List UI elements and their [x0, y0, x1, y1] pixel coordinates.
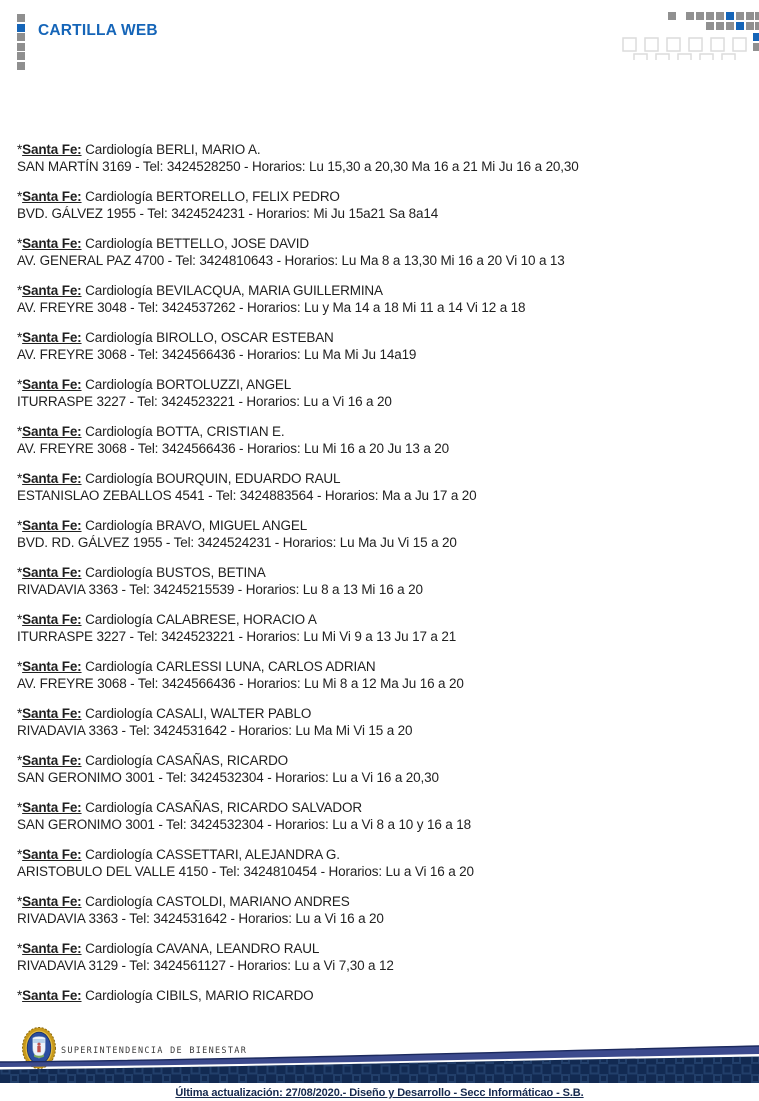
directory-entry: [17, 705, 742, 739]
entry-marker: *: [17, 659, 23, 674]
directory-entry: [17, 893, 742, 927]
entry-marker: *: [17, 283, 23, 298]
entry-specialty: Cardiología: [85, 236, 153, 251]
entry-specialty: Cardiología: [85, 659, 153, 674]
entry-specialty: Cardiología: [85, 330, 153, 345]
entry-doctor-name: CASAÑAS, RICARDO: [156, 753, 289, 768]
entry-marker: *: [17, 142, 23, 157]
page-header: [0, 0, 759, 60]
entry-header-line: [17, 752, 742, 769]
entry-doctor-name: BRAVO, MIGUEL ANGEL: [156, 518, 308, 533]
entry-doctor-name: BERTORELLO, FELIX PEDRO: [156, 189, 340, 204]
directory-entry: [17, 517, 742, 551]
pixel-square: [17, 14, 25, 22]
entry-province: Santa Fe:: [22, 236, 82, 251]
entry-detail: AV. GENERAL PAZ 4700 - Tel: 3424810643 - Horarios: Lu Ma 8 a 13,30 Mi 16 a 20 Vi 10 a 13: [17, 253, 565, 268]
entry-province: Santa Fe:: [22, 612, 82, 627]
entry-header-line: [17, 282, 742, 299]
footer-wave-band: [0, 1045, 759, 1083]
entry-specialty: Cardiología: [85, 565, 153, 580]
entry-marker: *: [17, 753, 23, 768]
entry-province: Santa Fe:: [22, 518, 82, 533]
entry-specialty: Cardiología: [85, 377, 153, 392]
entry-doctor-name: CARLESSI LUNA, CARLOS ADRIAN: [156, 659, 376, 674]
entry-province: Santa Fe:: [22, 753, 82, 768]
entry-province: Santa Fe:: [22, 847, 82, 862]
entry-province: Santa Fe:: [22, 706, 82, 721]
entry-doctor-name: CIBILS, MARIO RICARDO: [156, 988, 314, 1003]
entry-marker: *: [17, 565, 23, 580]
directory-entry: [17, 282, 742, 316]
entry-specialty: Cardiología: [85, 800, 153, 815]
entry-doctor-name: CASALI, WALTER PABLO: [156, 706, 312, 721]
entry-detail: SAN GERONIMO 3001 - Tel: 3424532304 - Horarios: Lu a Vi 16 a 20,30: [17, 770, 439, 785]
entry-header-line: [17, 846, 742, 863]
entry-header-line: [17, 940, 742, 957]
pixel-strip-logo-icon: [17, 14, 25, 70]
directory-entry: [17, 846, 742, 880]
directory-entry: [17, 235, 742, 269]
entry-province: Santa Fe:: [22, 894, 82, 909]
entry-specialty: Cardiología: [85, 894, 153, 909]
entry-doctor-name: CALABRESE, HORACIO A: [156, 612, 317, 627]
entry-header-line: [17, 376, 742, 393]
directory-list: [0, 60, 759, 1004]
entry-province: Santa Fe:: [22, 565, 82, 580]
entry-header-line: [17, 893, 742, 910]
entry-header-line: [17, 423, 742, 440]
entry-marker: *: [17, 330, 23, 345]
entry-province: Santa Fe:: [22, 142, 82, 157]
entry-detail: AV. FREYRE 3068 - Tel: 3424566436 - Horarios: Lu Ma Mi Ju 14a19: [17, 347, 417, 362]
entry-header-line: [17, 329, 742, 346]
entry-province: Santa Fe:: [22, 330, 82, 345]
entry-marker: *: [17, 894, 23, 909]
entry-header-line: [17, 799, 742, 816]
organization-label: SUPERINTENDENCIA DE BIENESTAR: [61, 1046, 248, 1056]
entry-detail: AV. FREYRE 3068 - Tel: 3424566436 - Horarios: Lu Mi 8 a 12 Ma Ju 16 a 20: [17, 676, 464, 691]
directory-entry: [17, 376, 742, 410]
entry-marker: *: [17, 236, 23, 251]
entry-doctor-name: BIROLLO, OSCAR ESTEBAN: [156, 330, 334, 345]
entry-marker: *: [17, 988, 23, 1003]
entry-detail: AV. FREYRE 3068 - Tel: 3424566436 - Horarios: Lu Mi 16 a 20 Ju 13 a 20: [17, 441, 450, 456]
entry-detail: ARISTOBULO DEL VALLE 4150 - Tel: 3424810454 - Horarios: Lu a Vi 16 a 20: [17, 864, 474, 879]
entry-header-line: [17, 235, 742, 252]
directory-entry: [17, 611, 742, 645]
entry-marker: *: [17, 189, 23, 204]
entry-doctor-name: BERLI, MARIO A.: [156, 142, 261, 157]
entry-detail: AV. FREYRE 3048 - Tel: 3424537262 - Horarios: Lu y Ma 14 a 18 Mi 11 a 14 Vi 12 a 18: [17, 300, 526, 315]
entry-detail: ITURRASPE 3227 - Tel: 3424523221 - Horarios: Lu Mi Vi 9 a 13 Ju 17 a 21: [17, 629, 457, 644]
entry-marker: *: [17, 518, 23, 533]
directory-entry: [17, 799, 742, 833]
entry-province: Santa Fe:: [22, 941, 82, 956]
page-footer: [0, 1021, 759, 1101]
entry-specialty: Cardiología: [85, 753, 153, 768]
directory-entry: [17, 470, 742, 504]
pixel-square-blue: [17, 24, 25, 32]
entry-province: Santa Fe:: [22, 189, 82, 204]
pixel-square: [17, 62, 25, 70]
last-update-note: Última actualización: 27/08/2020.- Diseño y Desarrollo - Secc Informáticao - S.B.: [175, 1087, 584, 1099]
entry-specialty: Cardiología: [85, 988, 153, 1003]
entry-header-line: [17, 611, 742, 628]
entry-marker: *: [17, 847, 23, 862]
entry-detail: SAN GERONIMO 3001 - Tel: 3424532304 - Horarios: Lu a Vi 8 a 10 y 16 a 18: [17, 817, 471, 832]
entry-marker: *: [17, 377, 23, 392]
entry-province: Santa Fe:: [22, 377, 82, 392]
entry-detail: RIVADAVIA 3363 - Tel: 3424531642 - Horarios: Lu Ma Mi Vi 15 a 20: [17, 723, 413, 738]
entry-doctor-name: BORTOLUZZI, ANGEL: [156, 377, 292, 392]
entry-detail: RIVADAVIA 3363 - Tel: 3424531642 - Horarios: Lu a Vi 16 a 20: [17, 911, 384, 926]
entry-specialty: Cardiología: [85, 471, 153, 486]
entry-specialty: Cardiología: [85, 142, 153, 157]
entry-marker: *: [17, 941, 23, 956]
pixel-square: [17, 43, 25, 51]
entry-doctor-name: BETTELLO, JOSE DAVID: [156, 236, 309, 251]
directory-entry: [17, 940, 742, 974]
directory-entry: [17, 329, 742, 363]
entry-detail: ESTANISLAO ZEBALLOS 4541 - Tel: 3424883564 - Horarios: Ma a Ju 17 a 20: [17, 488, 477, 503]
directory-entry: [17, 188, 742, 222]
entry-detail: ITURRASPE 3227 - Tel: 3424523221 - Horarios: Lu a Vi 16 a 20: [17, 394, 392, 409]
entry-specialty: Cardiología: [85, 283, 153, 298]
entry-header-line: [17, 141, 742, 158]
entry-marker: *: [17, 706, 23, 721]
directory-entry: [17, 987, 742, 1004]
entry-header-line: [17, 987, 742, 1004]
entry-detail: RIVADAVIA 3363 - Tel: 34245215539 - Horarios: Lu 8 a 13 Mi 16 a 20: [17, 582, 423, 597]
entry-province: Santa Fe:: [22, 800, 82, 815]
pixel-mosaic-decoration: [619, 5, 759, 60]
entry-marker: *: [17, 612, 23, 627]
entry-province: Santa Fe:: [22, 471, 82, 486]
entry-marker: *: [17, 800, 23, 815]
entry-province: Santa Fe:: [22, 659, 82, 674]
entry-specialty: Cardiología: [85, 424, 153, 439]
entry-province: Santa Fe:: [22, 988, 82, 1003]
entry-header-line: [17, 470, 742, 487]
page-title: CARTILLA WEB: [38, 22, 158, 39]
entry-doctor-name: BOTTA, CRISTIAN E.: [156, 424, 285, 439]
entry-province: Santa Fe:: [22, 283, 82, 298]
entry-doctor-name: BEVILACQUA, MARIA GUILLERMINA: [156, 283, 383, 298]
pixel-square: [17, 52, 25, 60]
directory-entry: [17, 141, 742, 175]
entry-header-line: [17, 188, 742, 205]
entry-specialty: Cardiología: [85, 189, 153, 204]
entry-specialty: Cardiología: [85, 612, 153, 627]
entry-marker: *: [17, 471, 23, 486]
pixel-square: [17, 33, 25, 41]
entry-header-line: [17, 517, 742, 534]
entry-doctor-name: BUSTOS, BETINA: [156, 565, 266, 580]
directory-entry: [17, 752, 742, 786]
entry-header-line: [17, 658, 742, 675]
entry-doctor-name: CAVANA, LEANDRO RAUL: [156, 941, 320, 956]
entry-doctor-name: CASSETTARI, ALEJANDRA G.: [156, 847, 340, 862]
entry-header-line: [17, 705, 742, 722]
entry-detail: BVD. GÁLVEZ 1955 - Tel: 3424524231 - Horarios: Mi Ju 15a21 Sa 8a14: [17, 206, 439, 221]
entry-detail: BVD. RD. GÁLVEZ 1955 - Tel: 3424524231 - Horarios: Lu Ma Ju Vi 15 a 20: [17, 535, 457, 550]
directory-entry: [17, 423, 742, 457]
entry-province: Santa Fe:: [22, 424, 82, 439]
entry-doctor-name: CASAÑAS, RICARDO SALVADOR: [156, 800, 362, 815]
directory-entry: [17, 658, 742, 692]
entry-specialty: Cardiología: [85, 706, 153, 721]
entry-detail: RIVADAVIA 3129 - Tel: 3424561127 - Horarios: Lu a Vi 7,30 a 12: [17, 958, 394, 973]
entry-specialty: Cardiología: [85, 941, 153, 956]
entry-marker: *: [17, 424, 23, 439]
entry-specialty: Cardiología: [85, 847, 153, 862]
entry-doctor-name: BOURQUIN, EDUARDO RAUL: [156, 471, 341, 486]
entry-specialty: Cardiología: [85, 518, 153, 533]
entry-header-line: [17, 564, 742, 581]
entry-doctor-name: CASTOLDI, MARIANO ANDRES: [156, 894, 350, 909]
directory-entry: [17, 564, 742, 598]
entry-detail: SAN MARTÍN 3169 - Tel: 3424528250 - Horarios: Lu 15,30 a 20,30 Ma 16 a 21 Mi Ju 16 a 20,30: [17, 159, 579, 174]
